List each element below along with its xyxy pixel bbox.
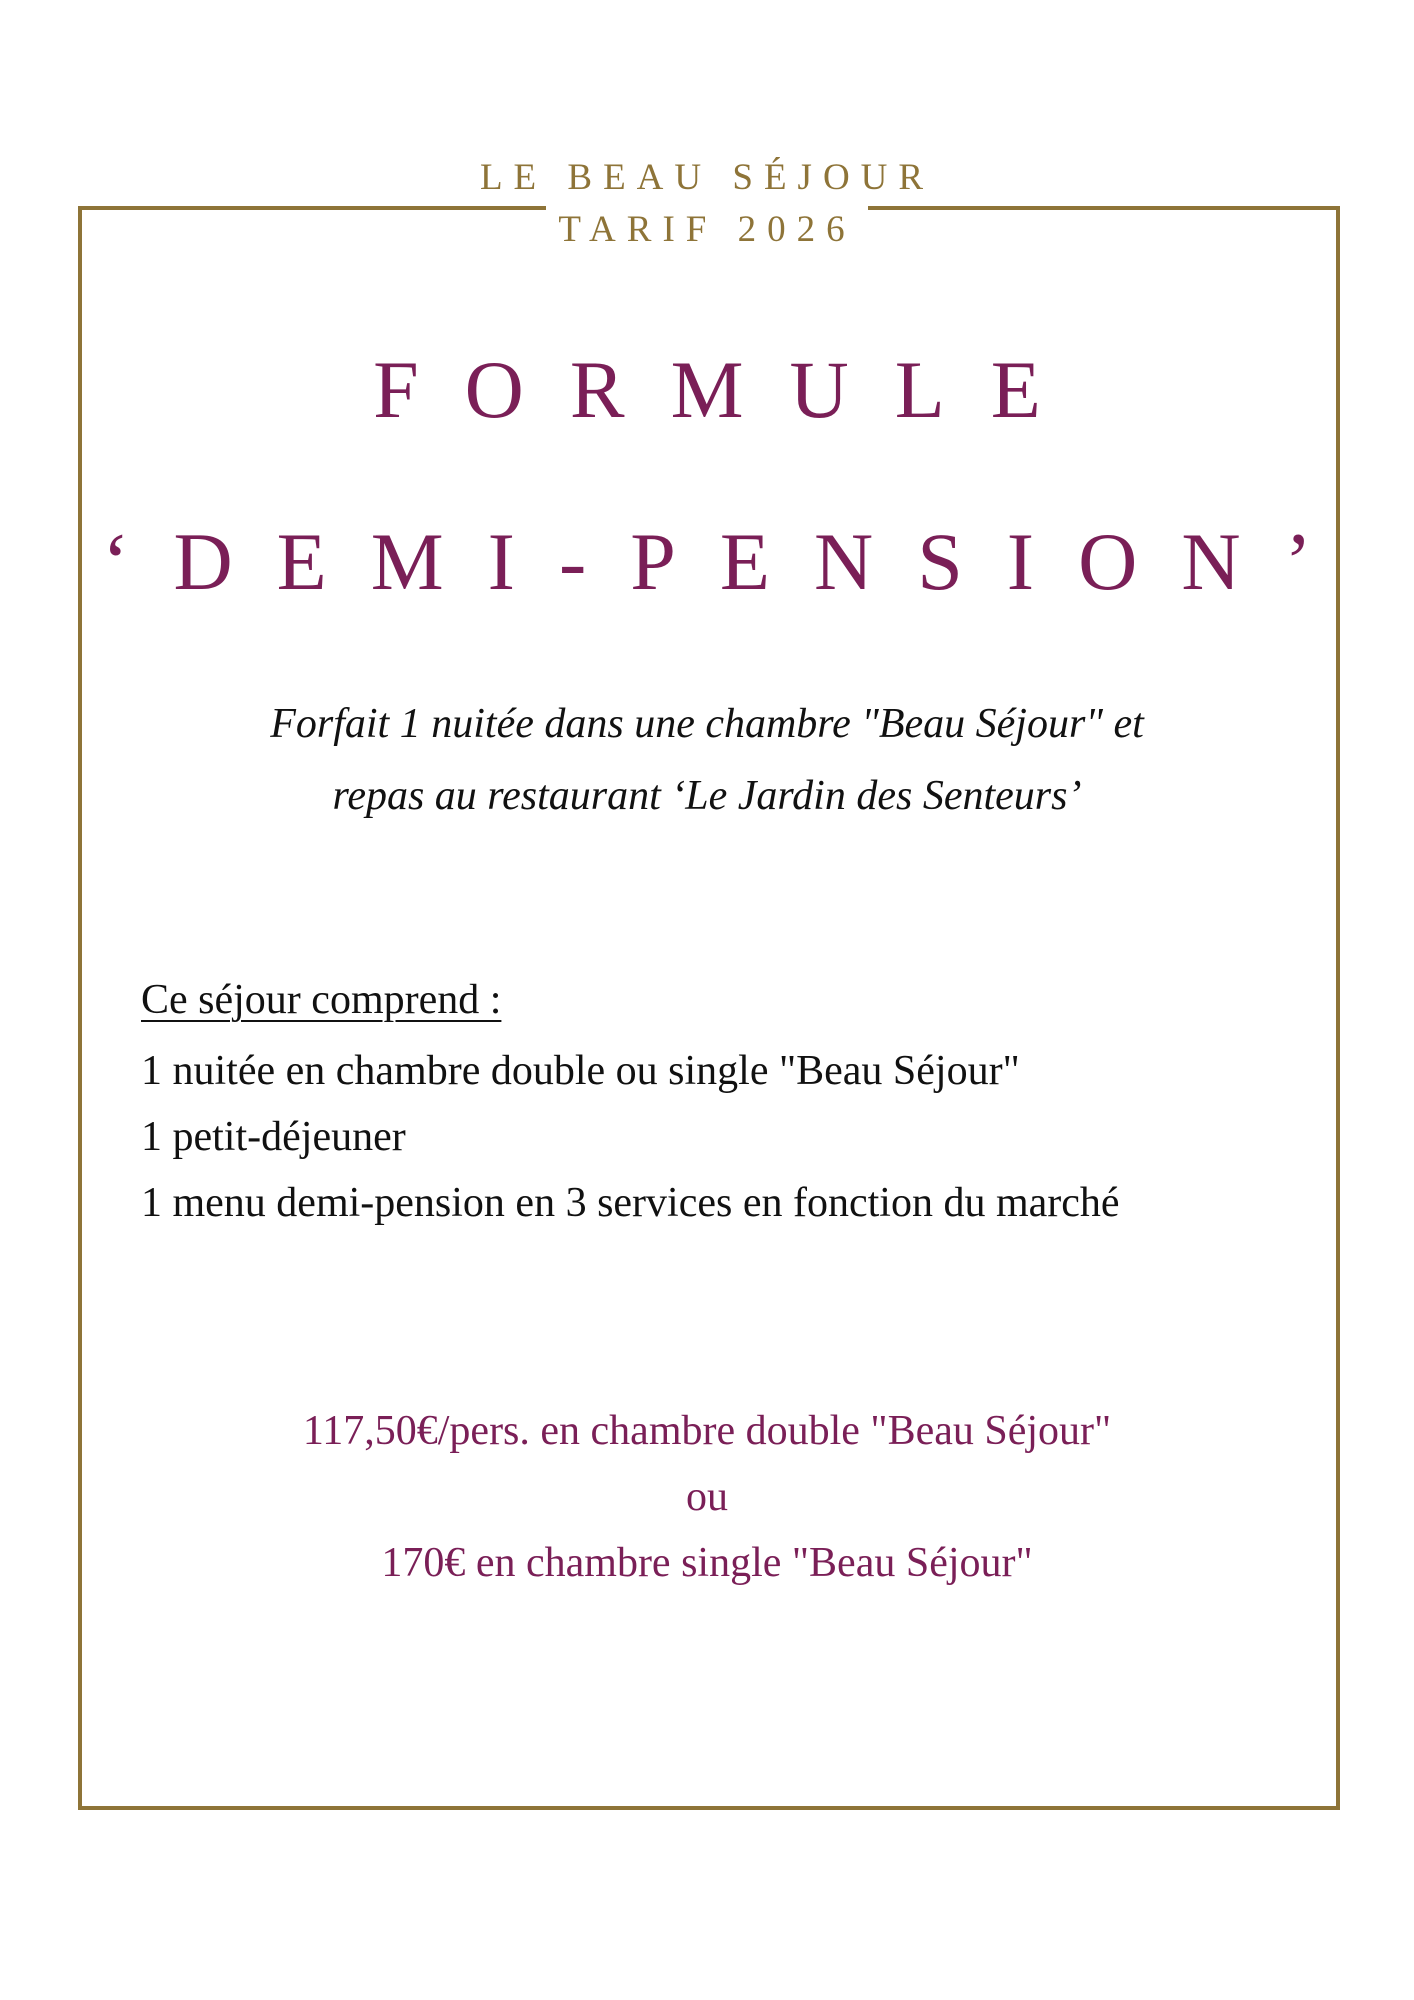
offer-title-line-1: FORMULE xyxy=(373,344,1087,435)
price-section xyxy=(150,1398,1264,1596)
price-single: 170€ en chambre single "Beau Séjour" xyxy=(381,1540,1033,1586)
includes-section xyxy=(141,968,1261,1236)
list-item: 1 nuitée en chambre double ou single "Beau Séjour" xyxy=(141,1048,1020,1094)
list-item: 1 petit-déjeuner xyxy=(141,1114,406,1160)
offer-description-line-2: repas au restaurant ‘Le Jardin des Senteurs’ xyxy=(332,773,1082,819)
includes-heading: Ce séjour comprend : xyxy=(141,977,502,1023)
offer-title-line-2: ‘DEMI-PENSION’ xyxy=(102,516,1356,607)
price-separator: ou xyxy=(686,1474,728,1520)
tariff-year: TARIF 2026 xyxy=(546,204,867,256)
offer-description xyxy=(150,688,1264,832)
list-item: 1 menu demi-pension en 3 services en fonction du marché xyxy=(141,1180,1120,1226)
price-double: 117,50€/pers. en chambre double "Beau Séjour" xyxy=(302,1408,1112,1454)
brand-header xyxy=(0,152,1414,204)
offer-description-line-1: Forfait 1 nuitée dans une chambre "Beau Séjour" et xyxy=(270,701,1144,747)
brand-name: LE BEAU SÉJOUR xyxy=(468,152,946,204)
includes-list xyxy=(141,1038,1261,1236)
